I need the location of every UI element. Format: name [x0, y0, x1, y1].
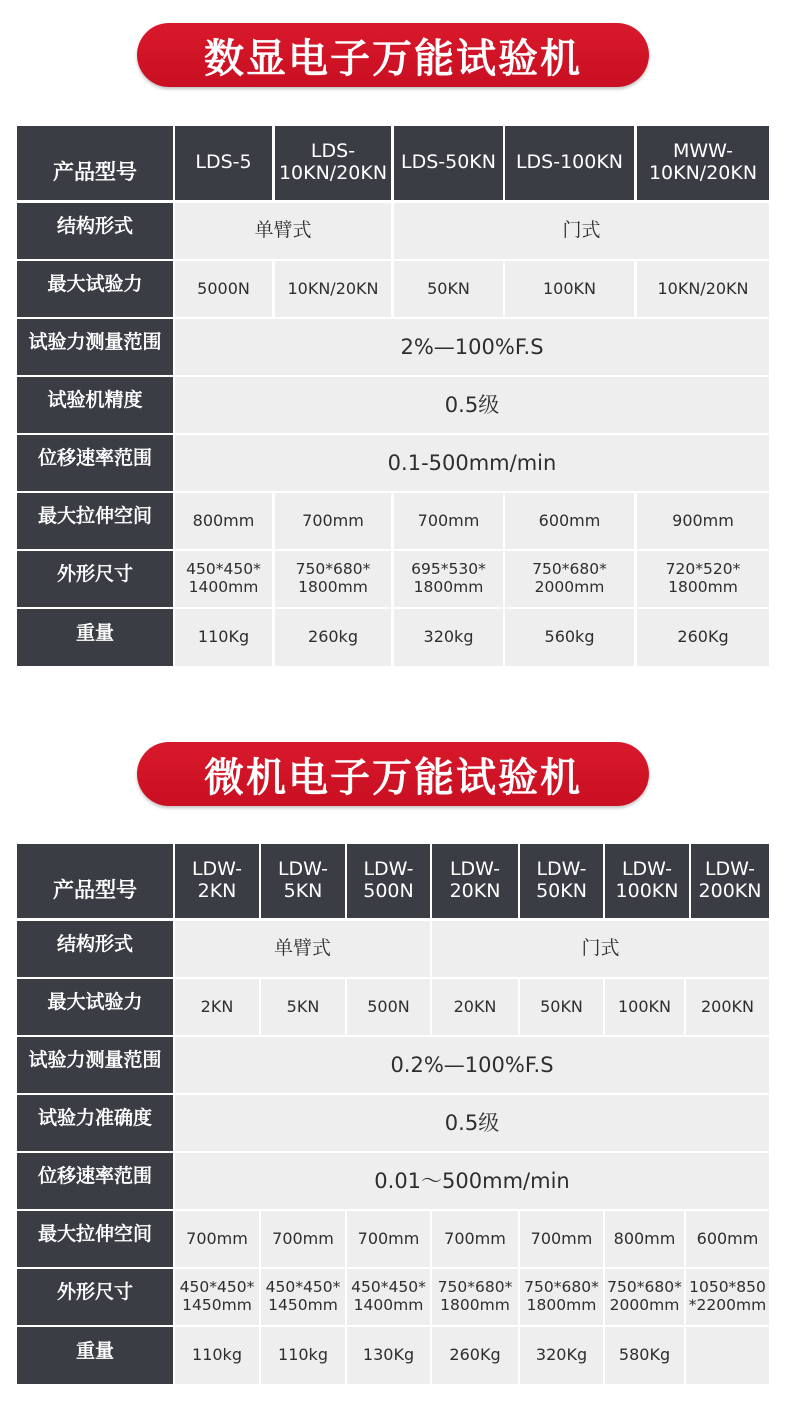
section1-row-label-1: [17, 261, 173, 317]
section1-row-7-cell-3: [505, 609, 634, 666]
section1-row-5-cell-1: [275, 493, 391, 549]
section2-row-1-cell-6: [686, 979, 769, 1035]
section2-row-5-cell-6-text: 600mm: [696, 1228, 759, 1248]
section2-row-label-6-text: 外形尺寸: [56, 1281, 133, 1304]
section2-row-6-cell-3: [432, 1269, 518, 1325]
section1-row-5-cell-3-text: 600mm: [538, 510, 601, 530]
section2-row-6-cell-5-text: 750*680* 2000mm: [607, 1278, 682, 1314]
section1-row-1-cell-4: [637, 261, 769, 317]
section1-row-5-cell-3: [505, 493, 634, 549]
section2-row-label-2-text: 试验力测量范围: [28, 1049, 162, 1072]
section2-model-4-text: LDW- 50KN: [536, 858, 587, 902]
section2-row-7-cell-2-text: 130Kg: [362, 1345, 415, 1365]
section1-row-0-span-1-text: 门式: [562, 219, 601, 242]
section2-row-5-cell-1: [261, 1211, 345, 1267]
section1-row-7-cell-4: [637, 609, 769, 666]
section1-row-1-cell-3-text: 100KN: [543, 278, 596, 298]
section2-title: 微机电子万能试验机: [204, 754, 582, 801]
section2-row-7-cell-0-text: 110kg: [192, 1345, 242, 1365]
section1-row-6-cell-1-text: 750*680* 1800mm: [295, 560, 371, 596]
section1-row-6-cell-4-text: 720*520* 1800mm: [665, 560, 741, 596]
section2-row-0-span-1: [432, 921, 769, 977]
section2-row-7-cell-6: [686, 1327, 769, 1384]
section1-row-5-cell-0: [175, 493, 272, 549]
section1-row-1-cell-1-text: 10KN/20KN: [287, 278, 379, 298]
section1-row-label-0-text: 结构形式: [56, 215, 133, 238]
section2-row-6-cell-2: [347, 1269, 430, 1325]
section2-row-5-cell-5: [605, 1211, 684, 1267]
section2-row-4-span-0: [175, 1153, 769, 1209]
section1-row-5-cell-4: [637, 493, 769, 549]
section2-row-7-cell-2: [347, 1327, 430, 1384]
section1-row-6-cell-3: [505, 551, 634, 607]
section2-model-label-text: 产品型号: [53, 877, 137, 902]
section2-title-banner: [137, 742, 649, 806]
section2-row-label-5-text: 最大拉伸空间: [37, 1223, 152, 1246]
section1-row-5-cell-2: [394, 493, 503, 549]
section1-row-1-cell-2-text: 50KN: [427, 278, 470, 298]
section2-row-5-cell-0-text: 700mm: [186, 1228, 248, 1248]
section1-row-label-2: [17, 319, 173, 375]
section2-row-label-2: [17, 1037, 173, 1093]
section1-model-3-text: LDS-100KN: [515, 151, 624, 174]
section2-row-5-cell-1-text: 700mm: [272, 1228, 334, 1248]
section1-row-5-cell-1-text: 700mm: [302, 510, 364, 530]
section2-row-label-0-text: 结构形式: [56, 933, 133, 956]
section2-row-1-cell-4: [520, 979, 603, 1035]
section2-row-5-cell-2: [347, 1211, 430, 1267]
section2-row-7-cell-4: [520, 1327, 603, 1384]
section2-model-1: [261, 844, 345, 918]
section1-row-7-cell-1-text: 260kg: [308, 627, 358, 647]
section1-model-4-text: MWW- 10KN/20KN: [648, 140, 758, 184]
section1-row-label-6-text: 外形尺寸: [56, 563, 133, 586]
section1-row-1-cell-2: [394, 261, 503, 317]
section2-row-5-cell-6: [686, 1211, 769, 1267]
section2-row-7-cell-5: [605, 1327, 684, 1384]
section1-row-label-6: [17, 551, 173, 607]
section2-row-5-cell-3-text: 700mm: [444, 1228, 506, 1248]
section2-row-7-cell-1: [261, 1327, 345, 1384]
section1-row-label-4: [17, 435, 173, 491]
section2-row-0-span-0: [175, 921, 430, 977]
section1-model-3: [505, 126, 634, 200]
section1-row-7-cell-0-text: 110Kg: [197, 627, 250, 647]
section2-row-0-span-0-text: 单臂式: [273, 937, 331, 960]
section1-row-4-span-0: [175, 435, 769, 491]
section1-spec-table: [17, 126, 769, 666]
section1-row-1-cell-0: [175, 261, 272, 317]
section2-model-1-text: LDW- 5KN: [277, 858, 329, 902]
section1-model-0: [175, 126, 272, 200]
section1-row-6-cell-2: [394, 551, 503, 607]
section2-row-5-cell-0: [175, 1211, 259, 1267]
section1-row-label-7: [17, 609, 173, 666]
section2-row-7-cell-3: [432, 1327, 518, 1384]
section2-model-label: [17, 844, 173, 918]
section2-row-6-cell-4: [520, 1269, 603, 1325]
section2-row-3-span-0-text: 0.5级: [444, 1110, 500, 1135]
section2-row-label-7-text: 重量: [75, 1339, 114, 1362]
section2-row-7-cell-5-text: 580Kg: [618, 1345, 671, 1365]
section1-row-4-span-0-text: 0.1-500mm/min: [387, 450, 557, 475]
section2-row-label-7: [17, 1327, 173, 1384]
section1-row-1-cell-0-text: 5000N: [197, 278, 250, 298]
section2-row-3-span-0: [175, 1095, 769, 1151]
section1-row-6-cell-0-text: 450*450* 1400mm: [186, 560, 261, 596]
section2-row-7-cell-1-text: 110kg: [278, 1345, 328, 1365]
section2-row-label-1-text: 最大试验力: [47, 991, 143, 1014]
section1-row-label-7-text: 重量: [75, 621, 114, 644]
section2-model-0-text: LDW- 2KN: [191, 858, 243, 902]
section1-model-1: [275, 126, 391, 200]
section1-row-label-4-text: 位移速率范围: [37, 447, 152, 470]
section2-row-6-cell-0: [175, 1269, 259, 1325]
section2-model-4: [520, 844, 603, 918]
section2-model-3: [432, 844, 518, 918]
section2-row-label-1: [17, 979, 173, 1035]
section1-row-5-cell-2-text: 700mm: [417, 510, 480, 530]
section2-row-1-cell-2-text: 500N: [367, 996, 410, 1016]
section2-row-5-cell-4: [520, 1211, 603, 1267]
section2-spec-table: [17, 844, 769, 1384]
section2-row-label-5: [17, 1211, 173, 1267]
section1-title: 数显电子万能试验机: [204, 35, 582, 82]
section1-model-label-text: 产品型号: [53, 159, 137, 184]
section1-row-3-span-0: [175, 377, 769, 433]
section2-row-label-3-text: 试验力准确度: [37, 1107, 152, 1130]
section1-row-label-5: [17, 493, 173, 549]
section2-row-1-cell-4-text: 50KN: [540, 996, 583, 1016]
section1-row-1-cell-1: [275, 261, 391, 317]
section1-row-label-5-text: 最大拉伸空间: [37, 505, 152, 528]
section2-row-label-6: [17, 1269, 173, 1325]
section2-model-5-text: LDW- 100KN: [615, 858, 679, 902]
section2-model-6-text: LDW- 200KN: [698, 858, 762, 902]
section2-row-1-cell-3-text: 20KN: [453, 996, 497, 1016]
section2-row-7-cell-3-text: 260Kg: [449, 1345, 501, 1365]
section1-row-label-2-text: 试验力测量范围: [28, 331, 162, 354]
section2-row-1-cell-0: [175, 979, 259, 1035]
section1-model-4: [637, 126, 769, 200]
section1-row-label-0: [17, 203, 173, 259]
section2-row-4-span-0-text: 0.01～500mm/min: [374, 1168, 570, 1193]
section1-row-1-cell-3: [505, 261, 634, 317]
section1-model-2: [394, 126, 503, 200]
section1-row-0-span-0: [175, 203, 391, 259]
section2-row-5-cell-2-text: 700mm: [357, 1228, 420, 1248]
section2-row-7-cell-4-text: 320Kg: [535, 1345, 588, 1365]
section1-model-2-text: LDS-50KN: [401, 151, 496, 174]
section1-row-0-span-0-text: 单臂式: [254, 219, 312, 242]
section2-model-2-text: LDW- 500N: [363, 858, 414, 902]
section1-row-5-cell-0-text: 800mm: [192, 510, 255, 530]
section1-row-7-cell-1: [275, 609, 391, 666]
section1-row-7-cell-0: [175, 609, 272, 666]
section2-row-7-cell-0: [175, 1327, 259, 1384]
section2-row-1-cell-1: [261, 979, 345, 1035]
section2-model-6: [691, 844, 769, 918]
section2-row-6-cell-6-text: 1050*850 *2200mm: [688, 1278, 767, 1314]
section2-model-3-text: LDW- 20KN: [449, 858, 501, 902]
section2-row-1-cell-5-text: 100KN: [618, 996, 671, 1016]
section2-row-label-3: [17, 1095, 173, 1151]
section2-row-1-cell-5: [605, 979, 684, 1035]
section2-row-1-cell-3: [432, 979, 518, 1035]
section1-row-6-cell-4: [637, 551, 769, 607]
section1-row-label-3: [17, 377, 173, 433]
section2-model-5: [605, 844, 689, 918]
section2-row-label-0: [17, 921, 173, 977]
section2-model-2: [347, 844, 430, 918]
section1-row-6-cell-2-text: 695*530* 1800mm: [411, 560, 486, 596]
section2-model-0: [175, 844, 259, 918]
section1-model-0-text: LDS-5: [195, 151, 252, 174]
section1-row-6-cell-0: [175, 551, 272, 607]
section2-row-1-cell-6-text: 200KN: [701, 996, 754, 1016]
section1-row-6-cell-1: [275, 551, 391, 607]
section2-row-6-cell-5: [605, 1269, 684, 1325]
section2-row-label-4: [17, 1153, 173, 1209]
section1-row-3-span-0-text: 0.5级: [444, 392, 500, 417]
section1-row-0-span-1: [394, 203, 769, 259]
section2-row-5-cell-5-text: 800mm: [613, 1228, 676, 1248]
section2-row-6-cell-0-text: 450*450* 1450mm: [179, 1278, 255, 1314]
section2-row-5-cell-3: [432, 1211, 518, 1267]
section1-row-7-cell-3-text: 560kg: [544, 627, 595, 647]
section2-row-6-cell-1: [261, 1269, 345, 1325]
section2-row-1-cell-2: [347, 979, 430, 1035]
section2-row-2-span-0: [175, 1037, 769, 1093]
section1-row-2-span-0: [175, 319, 769, 375]
section2-row-6-cell-2-text: 450*450* 1400mm: [351, 1278, 426, 1314]
section1-row-7-cell-2-text: 320kg: [423, 627, 474, 647]
section2-row-5-cell-4-text: 700mm: [530, 1228, 593, 1248]
section2-row-label-4-text: 位移速率范围: [37, 1165, 152, 1188]
section2-row-6-cell-4-text: 750*680* 1800mm: [524, 1278, 599, 1314]
section2-row-6-cell-6: [686, 1269, 769, 1325]
section1-row-7-cell-4-text: 260Kg: [677, 627, 729, 647]
section2-row-1-cell-1-text: 5KN: [286, 996, 320, 1016]
section2-row-0-span-1-text: 门式: [581, 937, 620, 960]
section2-row-6-cell-3-text: 750*680* 1800mm: [437, 1278, 513, 1314]
section1-row-1-cell-4-text: 10KN/20KN: [657, 278, 749, 298]
section1-row-label-1-text: 最大试验力: [47, 273, 143, 296]
section2-row-1-cell-0-text: 2KN: [200, 996, 234, 1016]
section1-model-1-text: LDS- 10KN/20KN: [278, 140, 388, 184]
section2-row-6-cell-1-text: 450*450* 1450mm: [265, 1278, 341, 1314]
section1-row-5-cell-4-text: 900mm: [672, 510, 734, 530]
section1-model-label: [17, 126, 173, 200]
section1-row-7-cell-2: [394, 609, 503, 666]
section2-row-2-span-0-text: 0.2%—100%F.S: [390, 1052, 554, 1077]
section1-row-2-span-0-text: 2%—100%F.S: [400, 334, 544, 359]
section1-row-6-cell-3-text: 750*680* 2000mm: [532, 560, 607, 596]
section1-title-banner: [137, 23, 649, 87]
section1-row-label-3-text: 试验机精度: [47, 389, 143, 412]
